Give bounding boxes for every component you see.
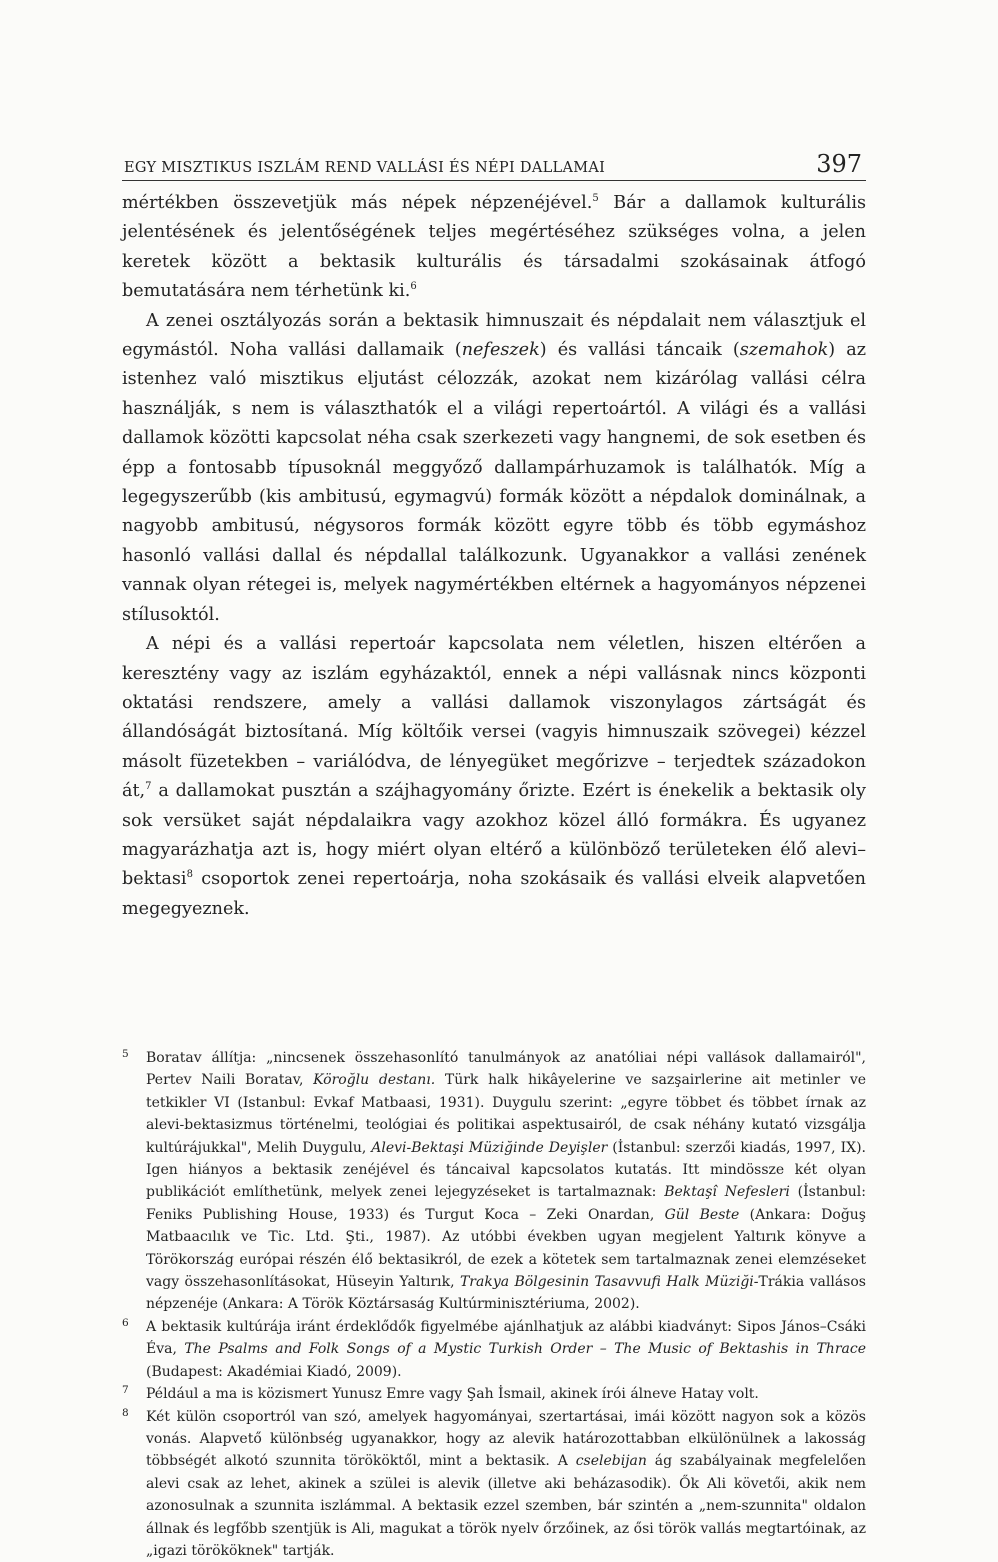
title-run: Alevi-Bektaşi Müziğinde Deyişler: [371, 1140, 607, 1156]
text-run: ) az istenhez való misztikus eljutást célozzák, azokat nem kizárólag vallási célra használják, s nem is választhatók el a világi repertoártól. A világi és a vallási dallamok közötti kapcsolat néha csak szerkezeti vagy hangnemi, de sok esetben és épp a fontosabb típusoknál meggyőző dallampárhuzamok is találhatók. Míg a legegyszerűbb (kis ambitusú, egymagvú) formák között a népdalok dominálnak, a nagyobb ambitusú, négysoros formák között egyre több és több egymáshoz hasonló vallási dallal és népdallal találkozunk. Ugyanakkor a vallási zenének vannak olyan rétegei is, melyek nagymértékben eltérnek a hagyományos népzenei stílusoktól.: [122, 340, 866, 625]
text-run: ) és vallási táncaik (: [540, 340, 740, 360]
footnotes: [122, 1047, 866, 1562]
title-run: Köroğlu destanı.: [313, 1072, 435, 1088]
title-run: Bektaşî Nefesleri: [664, 1184, 790, 1200]
footnote-number: 8: [122, 1402, 129, 1424]
footnote-ref-5: 5: [592, 193, 598, 204]
main-text: [122, 189, 866, 924]
paragraph-1: [122, 189, 866, 307]
paragraph-2: [122, 307, 866, 630]
title-run: The Psalms and Folk Songs of a Mystic Turkish Order – The Music of Bektashis in Thrace: [184, 1341, 866, 1357]
text-run: (Ankara: Doğuş Matbaacılık ve Tic. Ltd. Şti., 1987). Az utóbbi években ugyan megjelent Yaltırık könyve a Törökország európai részén élő bektasikról, de ezek a kötetek sem tartalmaznak zenei elemzéseket vagy összehasonlításokat, Hüseyin Yaltırık,: [146, 1207, 866, 1290]
footnote-5: [122, 1047, 866, 1316]
title-run: Gül Beste: [665, 1207, 740, 1223]
term-cselebijan: cselebijan: [576, 1453, 647, 1469]
footnote-7: [122, 1383, 866, 1405]
text-run: a dallamokat pusztán a szájhagyomány őrizte. Ezért is énekelik a bektasik oly sok versüket saját népdalaikra vagy azokhoz közel álló formákra. És ugyanez magyarázhatja azt is, hogy miért olyan eltérő a különböző területeken élő alevi–bektasi: [122, 781, 866, 889]
text-run: A zenei osztályozás során a bektasik himnuszait és népdalait nem választjuk el egymástól. Noha vallási dallamaik (: [122, 311, 866, 360]
text-run: ág szabályainak megfelelően alevi csak az lehet, akinek a szülei is alevik (illetve aki beházasodik). Ők Ali követői, akik nem azonosulnak a szunnita iszlámmal. A bektasik ezzel szemben, bár szintén a „nem-szunnita" oldalon állnak és legfőbb szentjük is Ali, magukat a török nyelv őrzőinek, az ősi török vallás megtartóinak, az „igazi törököknek" tartják.: [146, 1453, 866, 1559]
text-run: Trákia vallásos népzenéje (Ankara: A Török Köztársaság Kultúrminisztériuma, 2002).: [146, 1274, 866, 1312]
text-run: csoportok zenei repertoárja, noha szokásaik és vallási elveik alapvetően megegyeznek.: [122, 869, 866, 918]
footnote-6: [122, 1316, 866, 1383]
paragraph-3: [122, 630, 866, 924]
footnote-8: [122, 1406, 866, 1562]
term-nefeszek: nefeszek: [462, 340, 540, 360]
text-run: mértékben összevetjük más népek népzenéjével.: [122, 193, 592, 213]
running-header: [122, 150, 866, 181]
page-number: 397: [816, 150, 862, 178]
text-run: Bár a dallamok kulturális jelentésének és jelentőségének teljes megértéséhez szükséges volna, a jelen keretek között a bektasik kulturális és társadalmi szokásainak átfogó bemutatására nem térhetünk ki.: [122, 193, 866, 301]
footnote-number: 6: [122, 1312, 129, 1334]
text-run: Türk halk hikâyelerine ve sazşairlerine ait metinler ve tetkikler VI (Istanbul: Evkaf Matbaasi, 1931). Duygulu szerint: „egyre többet és többet írnak az alevi-bektasizmus történelmi, teológiai és politikai aspektusairól, de csak néhány kutató vizsgálja kultúrájukkal", Melih Duygulu,: [146, 1072, 866, 1155]
footnote-ref-7: 7: [145, 781, 151, 792]
text-run: (İstanbul: szerzői kiadás, 1997, IX). Igen hiányos a bektasik zenéjével és táncaival kapcsolatos kutatás. Itt mindössze két olyan publikációt említhetünk, melyek zenei lejegyzéseket is tartalmaznak:: [146, 1140, 866, 1201]
text-run: (İstanbul: Feniks Publishing House, 1933) és Turgut Koca – Zeki Onardan,: [146, 1184, 866, 1222]
text-run: Két külön csoportról van szó, amelyek hagyományai, szertartásai, imái között nagyon sok a közös vonás. Alapvető különbség ugyanakkor, hogy az alevik határozottabban elkülönülnek a lakosság többségét alkotó szunnita törököktől, mint a bektasik. A: [146, 1409, 866, 1470]
running-title: EGY MISZTIKUS ISZLÁM REND VALLÁSI ÉS NÉPI DALLAMAI: [124, 160, 605, 176]
footnote-ref-8: 8: [187, 869, 193, 880]
footnote-number: 5: [122, 1043, 129, 1065]
text-run: (Budapest: Akadémiai Kiadó, 2009).: [146, 1364, 402, 1380]
text-run: Például a ma is közismert Yunusz Emre vagy Şah İsmail, akinek írói álneve Hatay volt.: [146, 1386, 759, 1402]
text-run: A népi és a vallási repertoár kapcsolata nem véletlen, hiszen eltérően a keresztény vagy az iszlám egyházaktól, ennek a népi vallásnak nincs központi oktatási rendszere, amely a vallási dallamok viszonylagos zártságát és állandóságát biztosítaná. Míg költőik versei (vagyis himnuszaik szövegei) kézzel másolt füzetekben – variálódva, de lényegüket megőrizve – terjedtek századokon át,: [122, 634, 866, 801]
footnote-number: 7: [122, 1379, 129, 1401]
text-run: A bektasik kultúrája iránt érdeklődők figyelmébe ajánlhatjuk az alábbi kiadványt: Sipos János–Csáki Éva,: [146, 1319, 866, 1357]
term-szemahok: szemahok: [740, 340, 828, 360]
footnote-ref-6: 6: [410, 281, 416, 292]
title-run: Trakya Bölgesinin Tasavvufi Halk Müziği-: [460, 1274, 759, 1290]
text-run: Boratav állítja: „nincsenek összehasonlító tanulmányok az anatóliai népi vallások dallamairól", Pertev Naili Boratav,: [146, 1050, 866, 1088]
